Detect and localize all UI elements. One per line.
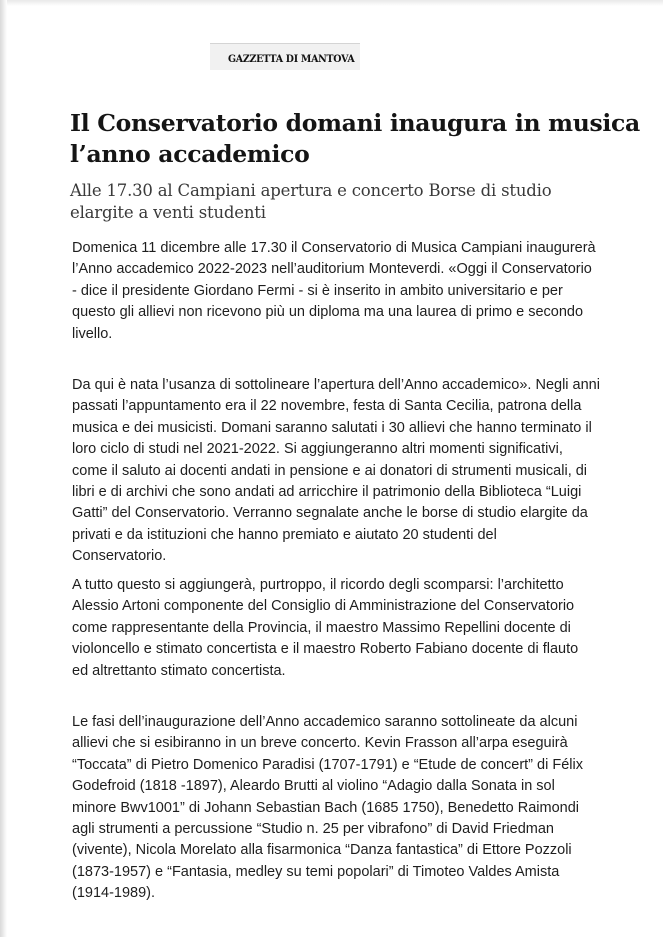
paragraph-line: libri e di archivi che sono andati ad arricchire il patrimonio della Biblioteca “Luigi [72, 484, 582, 501]
subheadline-line: Alle 17.30 al Campiani apertura e concerto Borse di studio [70, 181, 552, 200]
article-paragraph-2 [72, 375, 646, 568]
newspaper-masthead [210, 43, 360, 70]
article-headline [70, 108, 650, 170]
article-paragraph-4 [72, 712, 646, 905]
paragraph-line: come il saluto ai docenti andati in pensione e ai donatori di strumenti musicali, di [72, 462, 588, 479]
paragraph-line: ed altrettanto stimato concertista. [72, 662, 286, 679]
paragraph-line: l’Anno accademico 2022-2023 nell’auditorium Monteverdi. «Oggi il Conservatorio [72, 261, 592, 278]
paragraph-line: (vivente), Nicola Morelato alla fisarmonica “Danza fantastica” di Ettore Pozzoli [72, 842, 572, 859]
paragraph-line: “Toccata” di Pietro Domenico Paradisi (1707-1791) e “Etude de concert” di Félix [72, 756, 583, 773]
article-paragraph-3 [72, 575, 646, 682]
headline-line: l’anno accademico [70, 140, 310, 168]
paragraph-line: Da qui è nata l’usanza di sottolineare l’apertura dell’Anno accademico». Negli anni [72, 377, 600, 393]
paragraph-line: questo gli allievi non ricevono più un diploma ma una laurea di primo e secondo [72, 304, 584, 321]
paragraph-line: - dice il presidente Giordano Fermi - si è inserito in ambito universitario e per [72, 282, 563, 299]
paragraph-line: Le fasi dell’inaugurazione dell’Anno accademico saranno sottolineate da alcuni [72, 714, 578, 730]
paragraph-line: passati l’appuntamento era il 22 novembre, festa di Santa Cecilia, patrona della [72, 398, 582, 415]
paragraph-line: Alessio Artoni componente del Consiglio di Amministrazione del Conservatorio [72, 598, 575, 615]
paragraph-line: Conservatorio. [72, 548, 167, 565]
subheadline-line: elargite a venti studenti [70, 202, 266, 222]
article-subheadline [70, 180, 650, 223]
scan-edge-top [0, 0, 663, 6]
paragraph-line: A tutto questo si aggiungerà, purtroppo, il ricordo degli scomparsi: l’architetto [72, 577, 564, 593]
scan-edge-left [0, 0, 7, 937]
article-paragraph-1 [72, 238, 646, 345]
paragraph-line: loro ciclo di studi nel 2021-2022. Si aggiungeranno altri momenti significativi, [72, 441, 563, 458]
paragraph-line: minore Bwv1001” di Johann Sebastian Bach (1685 1750), Benedetto Raimondi [72, 799, 580, 816]
paragraph-line: come rappresentante della Provincia, il maestro Massimo Repellini docente di [72, 619, 571, 636]
paragraph-line: agli strumenti a percussione “Studio n. 25 per vibrafono” di David Friedman [72, 821, 554, 838]
paragraph-line: musica e dei musicisti. Domani saranno salutati i 30 allievi che hanno terminato il [72, 419, 592, 436]
paragraph-line: Gatti” del Conservatorio. Verranno segnalate anche le borse di studio elargite da [72, 505, 588, 522]
paragraph-line: livello. [72, 325, 113, 342]
headline-line: Il Conservatorio domani inaugura in musica [70, 109, 640, 137]
paragraph-line: privati e da istituzioni che hanno premiato e aiutato 20 studenti del [72, 526, 497, 543]
masthead-text: GAZZETTA DI MANTOVA [228, 53, 355, 65]
paragraph-line: allievi che si esibiranno in un breve concerto. Kevin Frasson all’arpa eseguirà [72, 735, 568, 752]
paragraph-line: (1873-1957) e “Fantasia, medley su temi popolari” di Timoteo Valdes Amista [72, 863, 560, 880]
paragraph-line: (1914-1989). [72, 885, 156, 902]
paragraph-line: Domenica 11 dicembre alle 17.30 il Conservatorio di Musica Campiani inaugurerà [72, 240, 596, 256]
paragraph-line: violoncello e stimato concertista e il maestro Roberto Fabiano docente di flauto [72, 641, 579, 658]
paragraph-line: Godefroid (1818 -1897), Aleardo Brutti al violino “Adagio dalla Sonata in sol [72, 778, 555, 795]
